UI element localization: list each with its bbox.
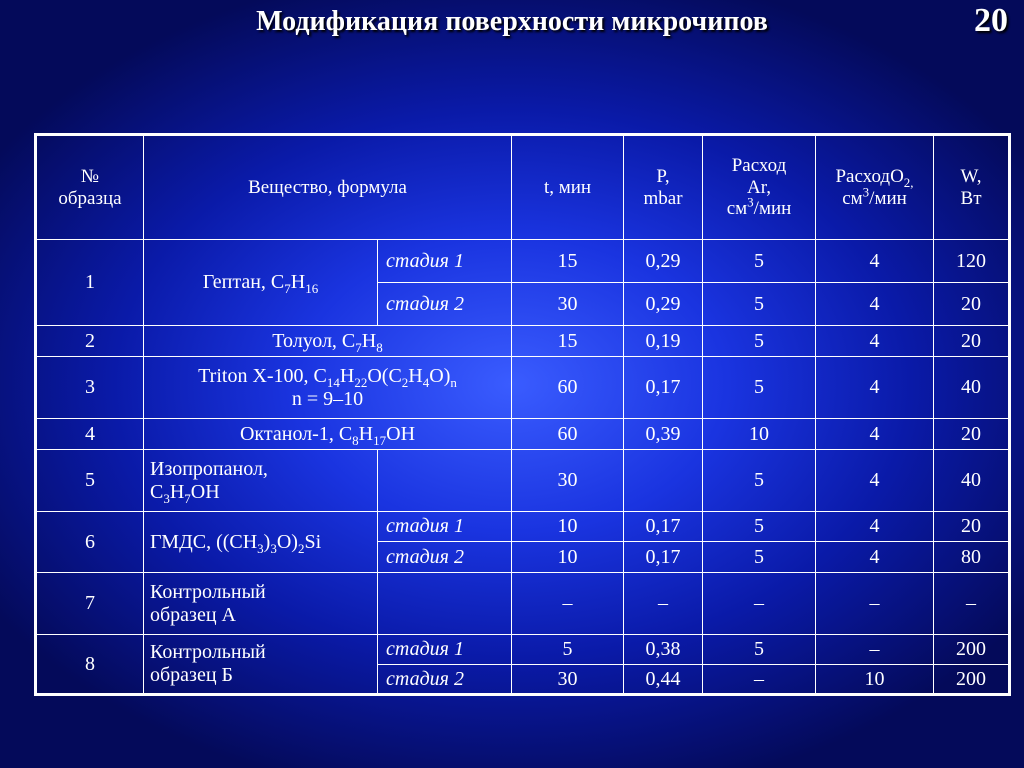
o2-cell: 4 [816, 240, 934, 283]
sample-number: 6 [36, 512, 144, 573]
o2-cell: 4 [816, 450, 934, 512]
substance-cell: Толуол, $C_7H_8$ [144, 326, 512, 357]
header-row [36, 135, 1010, 240]
data-table [34, 133, 1011, 696]
ar-cell: 5 [703, 450, 816, 512]
t-cell: 30 [512, 450, 624, 512]
o2-cell: 4 [816, 357, 934, 419]
p-cell: 0,29 [624, 240, 703, 283]
t-cell: 15 [512, 326, 624, 357]
ar-cell: 10 [703, 419, 816, 450]
header-ar: Расход Ar, $см^3$/мин [703, 135, 816, 240]
t-cell: – [512, 573, 624, 635]
w-cell: 200 [934, 635, 1010, 665]
substance-cell: Изопропанол, $C_3H_7OH$ [144, 450, 378, 512]
w-cell: 20 [934, 283, 1010, 326]
p-cell: 0,38 [624, 635, 703, 665]
substance-cell: Гептан, $C_7H_{16}$ [144, 240, 378, 326]
w-cell: 120 [934, 240, 1010, 283]
stage-label: стадия 1 [378, 635, 512, 665]
w-cell: 20 [934, 326, 1010, 357]
table-row [36, 573, 1010, 635]
ar-cell: 5 [703, 240, 816, 283]
substance-cell: Октанол-1, $C_8H_{17}OH$ [144, 419, 512, 450]
table-row [36, 240, 1010, 283]
ar-cell: – [703, 665, 816, 695]
w-cell: – [934, 573, 1010, 635]
sample-number: 5 [36, 450, 144, 512]
o2-cell: – [816, 573, 934, 635]
ar-cell: – [703, 573, 816, 635]
sample-number: 8 [36, 635, 144, 695]
t-cell: 60 [512, 419, 624, 450]
stage-cell-empty [378, 450, 512, 512]
sample-number: 4 [36, 419, 144, 450]
header-substance: Вещество, формула [144, 135, 512, 240]
o2-cell: 4 [816, 419, 934, 450]
w-cell: 20 [934, 419, 1010, 450]
header-p: P, mbar [624, 135, 703, 240]
w-cell: 40 [934, 357, 1010, 419]
p-cell: 0,44 [624, 665, 703, 695]
w-cell: 20 [934, 512, 1010, 542]
sample-number: 3 [36, 357, 144, 419]
header-sample: № образца [36, 135, 144, 240]
w-cell: 80 [934, 542, 1010, 573]
substance-cell: Контрольный образец Б [144, 635, 378, 695]
substance-cell: Контрольный образец А [144, 573, 378, 635]
stage-label: стадия 2 [378, 283, 512, 326]
sample-number: 7 [36, 573, 144, 635]
ar-cell: 5 [703, 542, 816, 573]
p-cell: 0,17 [624, 357, 703, 419]
table-row [36, 450, 1010, 512]
table-row [36, 635, 1010, 665]
table-row [36, 419, 1010, 450]
t-cell: 5 [512, 635, 624, 665]
ar-cell: 5 [703, 635, 816, 665]
t-cell: 30 [512, 665, 624, 695]
slide-title: Модификация поверхности микрочипов [256, 6, 768, 37]
p-cell: – [624, 573, 703, 635]
stage-label: стадия 2 [378, 542, 512, 573]
o2-cell: – [816, 635, 934, 665]
stage-label: стадия 1 [378, 240, 512, 283]
sample-number: 2 [36, 326, 144, 357]
t-cell: 30 [512, 283, 624, 326]
t-cell: 15 [512, 240, 624, 283]
stage-cell-empty [378, 573, 512, 635]
sample-number: 1 [36, 240, 144, 326]
header-t: t, мин [512, 135, 624, 240]
o2-cell: 4 [816, 326, 934, 357]
t-cell: 60 [512, 357, 624, 419]
p-cell: 0,17 [624, 542, 703, 573]
p-cell: 0,17 [624, 512, 703, 542]
p-cell: 0,39 [624, 419, 703, 450]
table-row [36, 512, 1010, 542]
p-cell: 0,19 [624, 326, 703, 357]
p-cell: 0,29 [624, 283, 703, 326]
substance-cell: ГМДС, $((CH_3)_3O)_2Si$ [144, 512, 378, 573]
table-row [36, 326, 1010, 357]
ar-cell: 5 [703, 283, 816, 326]
table-row [36, 357, 1010, 419]
p-cell [624, 450, 703, 512]
w-cell: 200 [934, 665, 1010, 695]
header-w: W, Вт [934, 135, 1010, 240]
t-cell: 10 [512, 542, 624, 573]
substance-cell: Triton X-100, $C_{14}H_{22}O(C_2H_4O)_n$ n = 9–10 [144, 357, 512, 419]
stage-label: стадия 2 [378, 665, 512, 695]
o2-cell: 4 [816, 512, 934, 542]
ar-cell: 5 [703, 357, 816, 419]
slide-number: 20 [974, 2, 1008, 39]
o2-cell: 4 [816, 542, 934, 573]
stage-label: стадия 1 [378, 512, 512, 542]
header-o2: РасходO$_{2,}$ $см^3$/мин [816, 135, 934, 240]
w-cell: 40 [934, 450, 1010, 512]
ar-cell: 5 [703, 512, 816, 542]
o2-cell: 4 [816, 283, 934, 326]
o2-cell: 10 [816, 665, 934, 695]
ar-cell: 5 [703, 326, 816, 357]
t-cell: 10 [512, 512, 624, 542]
